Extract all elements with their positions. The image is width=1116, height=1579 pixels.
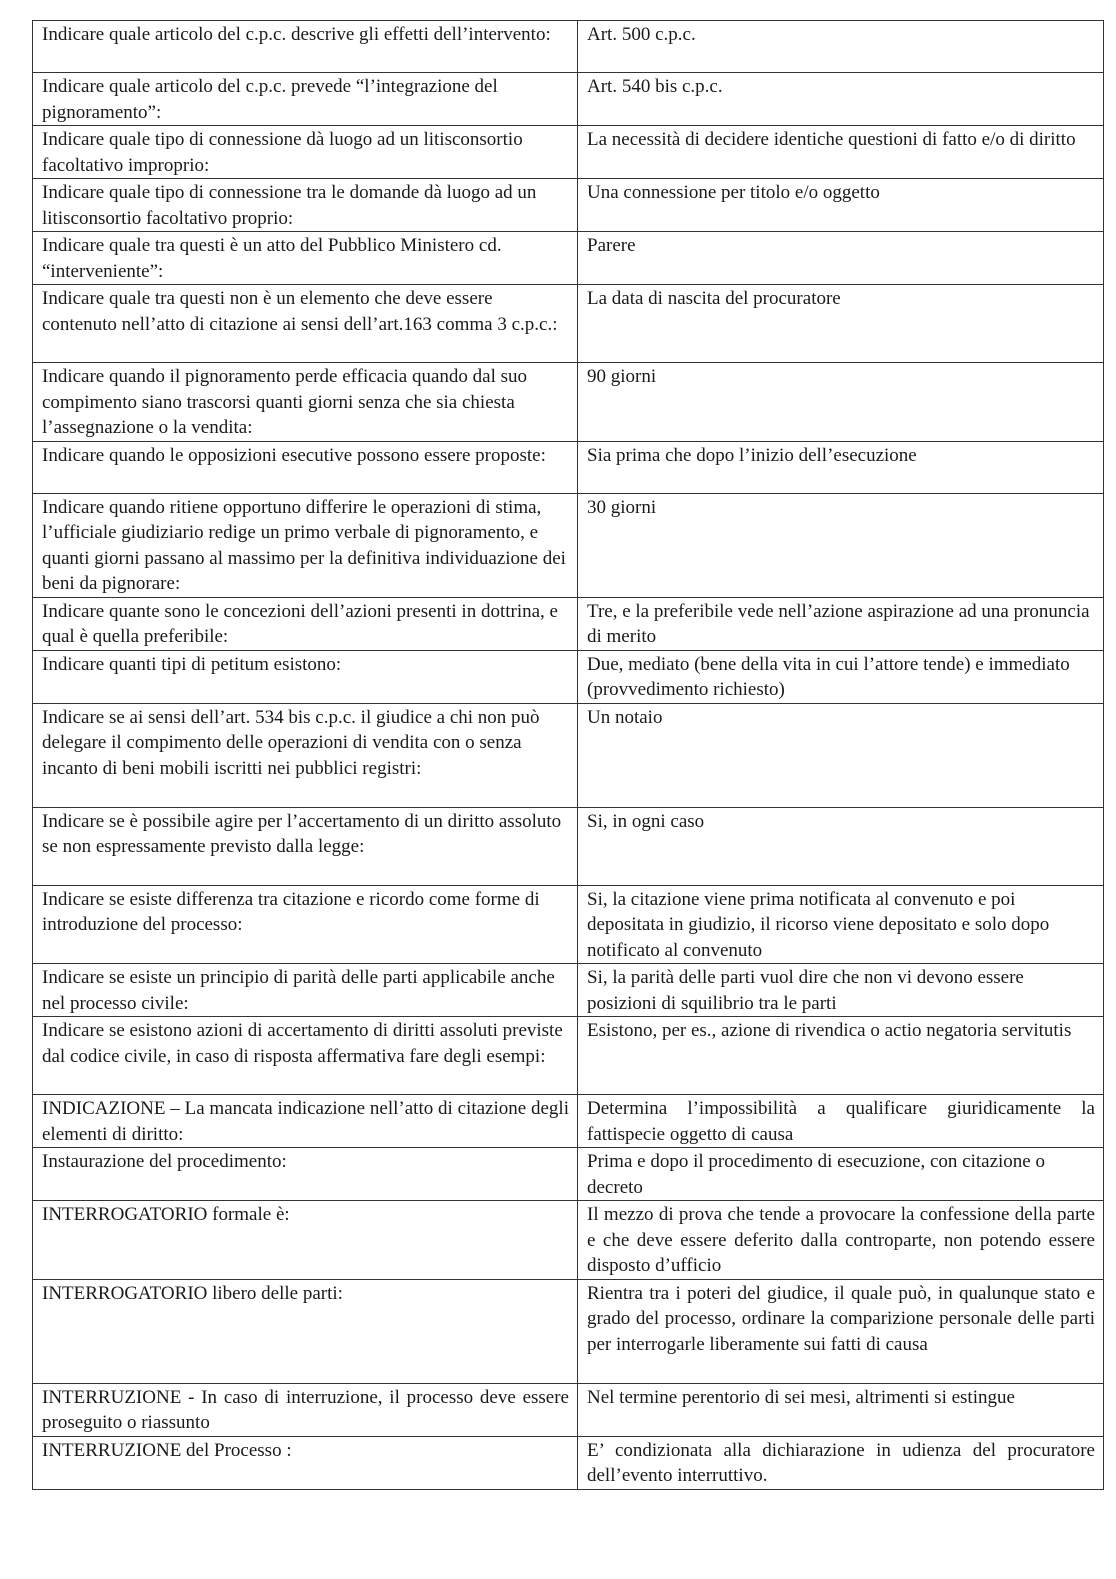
table-row	[33, 1383, 1104, 1436]
table-row	[33, 964, 1104, 1017]
answer-cell: 30 giorni	[578, 493, 1104, 597]
question-cell: Indicare quante sono le concezioni dell’azioni presenti in dottrina, e qual è quella preferibile:	[33, 597, 578, 650]
question-cell: Indicare quando ritiene opportuno differire le operazioni di stima, l’ufficiale giudiziario redige un primo verbale di pignoramento, e quanti giorni passano al massimo per la definitiva individuazione dei beni da pignorare:	[33, 493, 578, 597]
answer-cell: Nel termine perentorio di sei mesi, altrimenti si estingue	[578, 1383, 1104, 1436]
answer-cell: Tre, e la preferibile vede nell’azione aspirazione ad una pronuncia di merito	[578, 597, 1104, 650]
question-cell: INTERROGATORIO formale è:	[33, 1201, 578, 1280]
question-cell: Indicare quale tra questi non è un elemento che deve essere contenuto nell’atto di citazione ai sensi dell’art.163 comma 3 c.p.c.:	[33, 285, 578, 363]
qa-table	[32, 20, 1104, 1490]
table-row	[33, 597, 1104, 650]
answer-cell: Parere	[578, 232, 1104, 285]
table-row	[33, 650, 1104, 703]
table-row	[33, 232, 1104, 285]
answer-cell: Prima e dopo il procedimento di esecuzione, con citazione o decreto	[578, 1148, 1104, 1201]
question-cell: Indicare quale tra questi è un atto del Pubblico Ministero cd. “interveniente”:	[33, 232, 578, 285]
table-row	[33, 285, 1104, 363]
question-cell: Indicare quale tipo di connessione dà luogo ad un litisconsortio facoltativo improprio:	[33, 126, 578, 179]
answer-cell: Un notaio	[578, 703, 1104, 807]
answer-cell: Art. 540 bis c.p.c.	[578, 73, 1104, 126]
answer-cell: Due, mediato (bene della vita in cui l’attore tende) e immediato (provvedimento richiesto)	[578, 650, 1104, 703]
question-cell: Indicare se esistono azioni di accertamento di diritti assoluti previste dal codice civile, in caso di risposta affermativa fare degli esempi:	[33, 1017, 578, 1095]
table-row	[33, 1017, 1104, 1095]
table-row	[33, 1201, 1104, 1280]
answer-cell: Una connessione per titolo e/o oggetto	[578, 179, 1104, 232]
answer-cell: Si, in ogni caso	[578, 807, 1104, 885]
question-cell: Indicare se esiste un principio di parità delle parti applicabile anche nel processo civile:	[33, 964, 578, 1017]
table-row	[33, 73, 1104, 126]
question-cell: Indicare quale articolo del c.p.c. prevede “l’integrazione del pignoramento”:	[33, 73, 578, 126]
question-cell: Indicare quanti tipi di petitum esistono:	[33, 650, 578, 703]
answer-cell: Il mezzo di prova che tende a provocare la confessione della parte e che deve essere deferito dalla controparte, non potendo essere disposto d’ufficio	[578, 1201, 1104, 1280]
table-row	[33, 493, 1104, 597]
question-cell: Indicare se ai sensi dell’art. 534 bis c.p.c. il giudice a chi non può delegare il compimento delle operazioni di vendita con o senza incanto di beni mobili iscritti nei pubblici registri:	[33, 703, 578, 807]
question-cell: Indicare quando le opposizioni esecutive possono essere proposte:	[33, 441, 578, 493]
question-cell: Indicare se è possibile agire per l’accertamento di un diritto assoluto se non espressamente previsto dalla legge:	[33, 807, 578, 885]
question-cell: Indicare quale tipo di connessione tra le domande dà luogo ad un litisconsortio facoltativo proprio:	[33, 179, 578, 232]
table-row	[33, 179, 1104, 232]
answer-cell: Esistono, per es., azione di rivendica o actio negatoria servitutis	[578, 1017, 1104, 1095]
table-row	[33, 1279, 1104, 1383]
answer-cell: Art. 500 c.p.c.	[578, 21, 1104, 73]
question-cell: INTERRUZIONE - In caso di interruzione, il processo deve essere proseguito o riassunto	[33, 1383, 578, 1436]
table-row	[33, 1148, 1104, 1201]
question-cell: INDICAZIONE – La mancata indicazione nell’atto di citazione degli elementi di diritto:	[33, 1095, 578, 1148]
table-row	[33, 703, 1104, 807]
table-row	[33, 21, 1104, 73]
answer-cell: Si, la citazione viene prima notificata al convenuto e poi depositata in giudizio, il ricorso viene depositato e solo dopo notificato al convenuto	[578, 885, 1104, 964]
answer-cell: Si, la parità delle parti vuol dire che non vi devono essere posizioni di squilibrio tra le parti	[578, 964, 1104, 1017]
question-cell: Instaurazione del procedimento:	[33, 1148, 578, 1201]
question-cell: Indicare se esiste differenza tra citazione e ricordo come forme di introduzione del processo:	[33, 885, 578, 964]
table-row	[33, 363, 1104, 442]
table-row	[33, 885, 1104, 964]
table-row	[33, 126, 1104, 179]
question-cell: Indicare quando il pignoramento perde efficacia quando dal suo compimento siano trascorsi quanti giorni senza che sia chiesta l’assegnazione o la vendita:	[33, 363, 578, 442]
answer-cell: 90 giorni	[578, 363, 1104, 442]
answer-cell: Rientra tra i poteri del giudice, il quale può, in qualunque stato e grado del processo, ordinare la comparizione personale delle parti per interrogarle liberamente sui fatti di causa	[578, 1279, 1104, 1383]
answer-cell: Determina l’impossibilità a qualificare giuridicamente la fattispecie oggetto di causa	[578, 1095, 1104, 1148]
table-row	[33, 441, 1104, 493]
answer-cell: La necessità di decidere identiche questioni di fatto e/o di diritto	[578, 126, 1104, 179]
question-cell: INTERROGATORIO libero delle parti:	[33, 1279, 578, 1383]
answer-cell: Sia prima che dopo l’inizio dell’esecuzione	[578, 441, 1104, 493]
table-row	[33, 1095, 1104, 1148]
question-cell: Indicare quale articolo del c.p.c. descrive gli effetti dell’intervento:	[33, 21, 578, 73]
table-row	[33, 1436, 1104, 1489]
answer-cell: E’ condizionata alla dichiarazione in udienza del procuratore dell’evento interruttivo.	[578, 1436, 1104, 1489]
table-row	[33, 807, 1104, 885]
question-cell: INTERRUZIONE del Processo :	[33, 1436, 578, 1489]
answer-cell: La data di nascita del procuratore	[578, 285, 1104, 363]
